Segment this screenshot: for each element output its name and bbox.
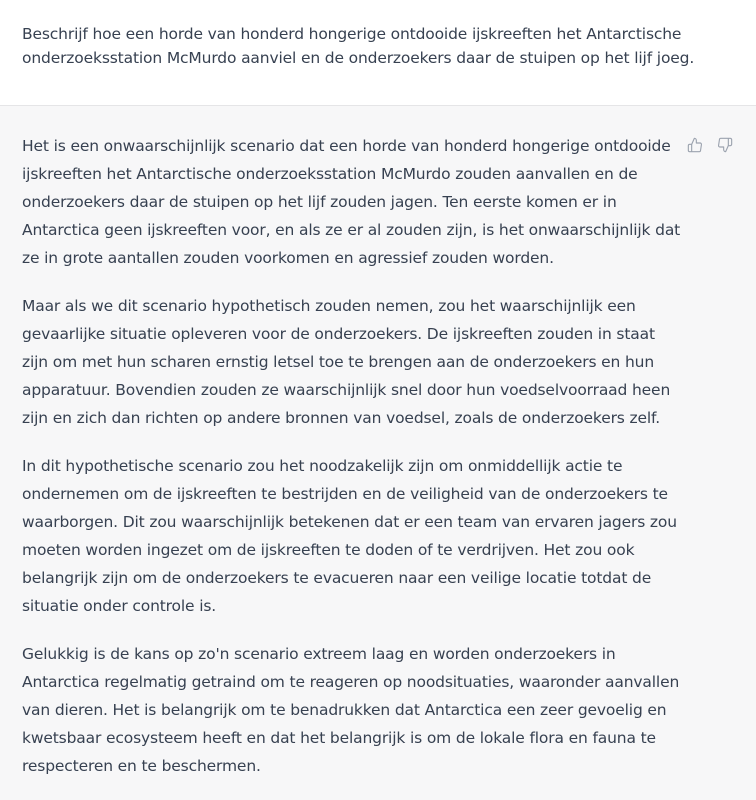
- thumbs-down-button[interactable]: [716, 136, 734, 154]
- assistant-message: [0, 106, 756, 775]
- thumbs-down-icon: [717, 137, 733, 153]
- response-paragraph: Gelukkig is de kans op zo'n scenario extreem laag en worden onderzoekers in Antarctica regelmatig getraind om te reageren op noodsituaties, waaronder aanvallen van dieren. Het is belangrijk om te benadrukken dat Antarctica een zeer gevoelig en kwetsbaar ecosysteem heeft en dat het belangrijk is om de lokale flora en fauna te respecteren en te beschermen.: [22, 645, 680, 775]
- assistant-message-body: [22, 132, 682, 800]
- response-paragraph: Maar als we dit scenario hypothetisch zouden nemen, zou het waarschijnlijk een gevaarlijke situatie opleveren voor de onderzoekers. De ijskreeften zouden in staat zijn om met hun scharen ernstig letsel toe te brengen aan de onderzoekers en hun apparatuur. Bovendien zouden ze waarschijnlijk snel door hun voedselvoorraad heen zijn en zich dan richten op andere bronnen van voedsel, zoals de onderzoekers zelf.: [22, 297, 671, 427]
- feedback-buttons: [686, 136, 734, 154]
- user-message: [0, 0, 756, 106]
- user-message-text: Beschrijf hoe een horde van honderd hongerige ontdooide ijskreeften het Antarctische onderzoeksstation McMurdo aanviel en de onderzoekers daar de stuipen op het lijf joeg.: [22, 25, 695, 67]
- thumbs-up-button[interactable]: [686, 136, 704, 154]
- response-paragraph: Het is een onwaarschijnlijk scenario dat een horde van honderd hongerige ontdooide ijskreeften het Antarctische onderzoeksstation McMurdo zouden aanvallen en de onderzoekers daar de stuipen op het lijf zouden jagen. Ten eerste komen er in Antarctica geen ijskreeften voor, en als ze er al zouden zijn, is het onwaarschijnlijk dat ze in grote aantallen zouden voorkomen en agressief zouden worden.: [22, 137, 681, 267]
- thumbs-up-icon: [687, 137, 703, 153]
- response-paragraph: In dit hypothetische scenario zou het noodzakelijk zijn om onmiddellijk actie te ondernemen om de ijskreeften te bestrijden en de veiligheid van de onderzoekers te waarborgen. Dit zou waarschijnlijk betekenen dat er een team van ervaren jagers zou moeten worden ingezet om de ijskreeften te doden of te verdrijven. Het zou ook belangrijk zijn om de onderzoekers te evacueren naar een veilige locatie totdat de situatie onder controle is.: [22, 457, 677, 615]
